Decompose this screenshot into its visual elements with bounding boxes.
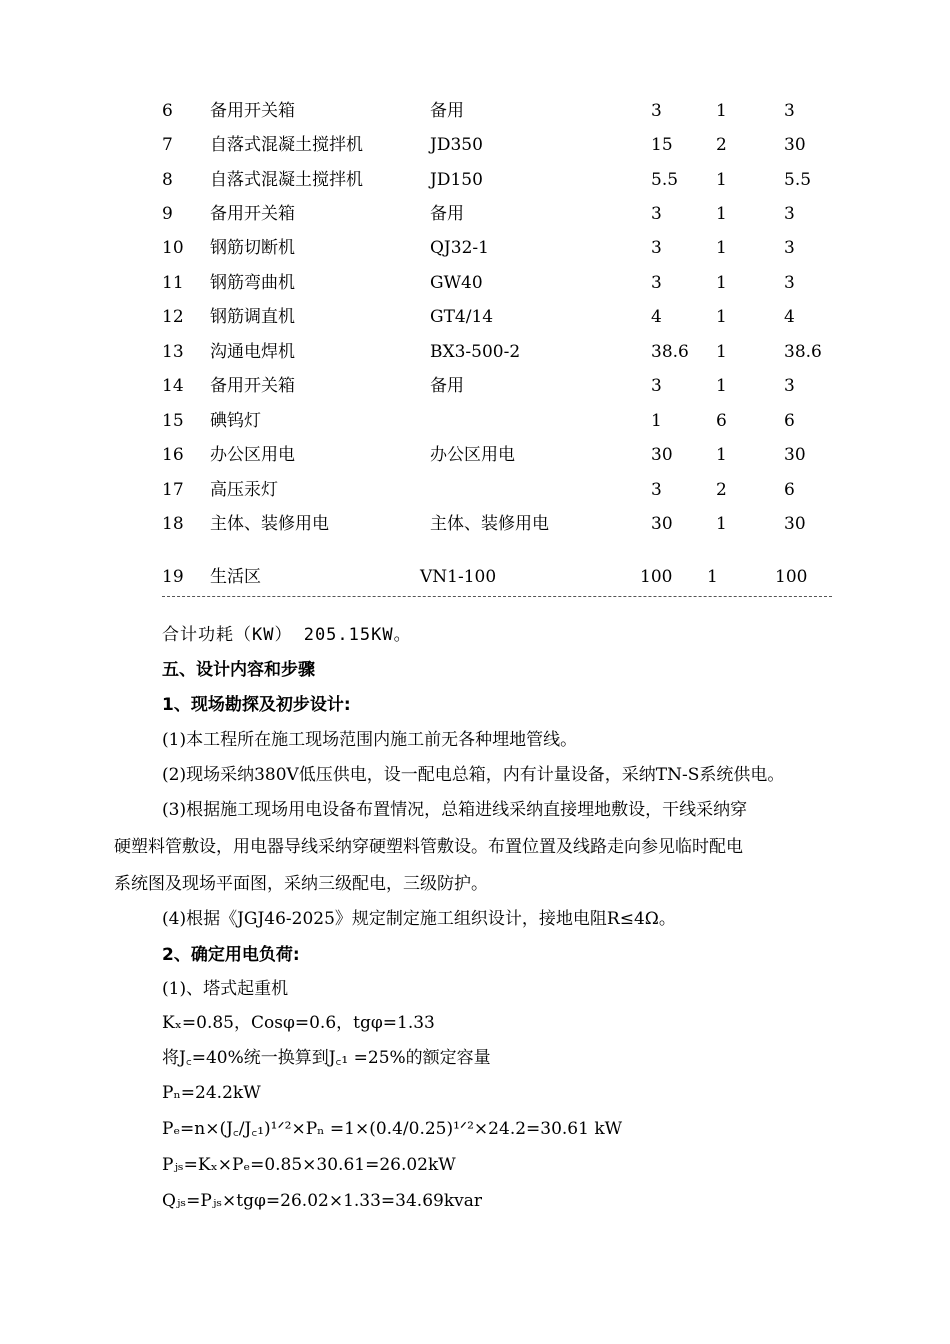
row-quantity: 6 xyxy=(716,411,727,431)
row-number: 6 xyxy=(162,101,173,121)
row-total-power: 3 xyxy=(784,101,795,121)
table-row xyxy=(0,475,950,505)
row-quantity: 1 xyxy=(716,238,727,258)
total-power-line: 合计功耗（KW） 205.15KW。 xyxy=(162,625,412,645)
row-number: 10 xyxy=(162,238,184,258)
row-quantity: 2 xyxy=(716,480,727,500)
subsection-1-title: 1、现场勘探及初步设计: xyxy=(162,695,351,715)
formula-kx-cos: Kₓ=0.85，Cosφ=0.6，tgφ=1.33 xyxy=(162,1013,435,1033)
row-equipment-name: 高压汞灯 xyxy=(210,480,278,500)
table-row xyxy=(0,233,950,263)
row-rated-power: 3 xyxy=(651,238,662,258)
paragraph-3-line-2: 硬塑料管敷设，用电器导线采纳穿硬塑料管敷设。布置位置及线路走向参见临时配电 xyxy=(114,837,743,857)
paragraph-3-line-3: 系统图及现场平面图，采纳三级配电，三级防护。 xyxy=(114,874,488,894)
paragraph-1: (1)本工程所在施工现场范围内施工前无各种埋地管线。 xyxy=(162,730,578,750)
row-rated-power: 3 xyxy=(651,204,662,224)
row-model: GT4/14 xyxy=(430,307,494,327)
row-rated-power: 3 xyxy=(651,273,662,293)
row-model: GW40 xyxy=(430,273,483,293)
row-number: 11 xyxy=(162,273,184,293)
row-model: QJ32-1 xyxy=(430,238,489,258)
table-row xyxy=(0,302,950,332)
row-total-power: 6 xyxy=(784,411,795,431)
row-number: 18 xyxy=(162,514,184,534)
table-row xyxy=(0,440,950,470)
row-total-power: 3 xyxy=(784,238,795,258)
formula-pn: Pₙ=24.2kW xyxy=(162,1083,261,1103)
row-rated-power: 3 xyxy=(651,376,662,396)
table-row xyxy=(0,406,950,436)
formula-jc-conversion: 将J꜀=40%统一换算到J꜀₁ =25%的额定容量 xyxy=(162,1048,491,1068)
row-rated-power: 15 xyxy=(651,135,673,155)
row-quantity: 1 xyxy=(716,170,727,190)
row-quantity: 1 xyxy=(716,204,727,224)
item-1-title: (1)、塔式起重机 xyxy=(162,979,289,999)
row-number: 13 xyxy=(162,342,184,362)
row-rated-power: 30 xyxy=(651,445,673,465)
row-number: 19 xyxy=(162,567,184,587)
row-quantity: 1 xyxy=(716,101,727,121)
row-equipment-name: 生活区 xyxy=(210,567,261,587)
row-equipment-name: 碘钨灯 xyxy=(210,411,261,431)
subsection-2-title: 2、确定用电负荷: xyxy=(162,945,300,965)
row-equipment-name: 主体、装修用电 xyxy=(210,514,329,534)
row-quantity: 1 xyxy=(716,376,727,396)
row-quantity: 1 xyxy=(716,342,727,362)
row-model: BX3-500-2 xyxy=(430,342,521,362)
row-equipment-name: 备用开关箱 xyxy=(210,376,295,396)
table-bottom-rule xyxy=(162,596,832,597)
row-model: VN1-100 xyxy=(420,567,497,587)
row-number: 14 xyxy=(162,376,184,396)
row-total-power: 6 xyxy=(784,480,795,500)
formula-pe: Pₑ=n×(J꜀/J꜀₁)¹ᐟ²×Pₙ =1×(0.4/0.25)¹ᐟ²×24.2=30.61 kW xyxy=(162,1119,623,1139)
row-rated-power: 5.5 xyxy=(651,170,679,190)
table-row xyxy=(0,268,950,298)
row-total-power: 3 xyxy=(784,204,795,224)
row-equipment-name: 备用开关箱 xyxy=(210,204,295,224)
row-total-power: 30 xyxy=(784,514,806,534)
row-total-power: 38.6 xyxy=(784,342,822,362)
formula-pjs: Pⱼₛ=Kₓ×Pₑ=0.85×30.61=26.02kW xyxy=(162,1155,456,1175)
row-rated-power: 30 xyxy=(651,514,673,534)
row-quantity: 1 xyxy=(716,445,727,465)
table-row xyxy=(0,96,950,126)
row-equipment-name: 备用开关箱 xyxy=(210,101,295,121)
row-equipment-name: 钢筋调直机 xyxy=(210,307,295,327)
row-total-power: 4 xyxy=(784,307,795,327)
table-row xyxy=(0,130,950,160)
row-model: 备用 xyxy=(430,376,464,396)
row-equipment-name: 自落式混凝土搅拌机 xyxy=(210,170,363,190)
row-rated-power: 1 xyxy=(651,411,662,431)
row-model: 办公区用电 xyxy=(430,445,515,465)
row-rated-power: 3 xyxy=(651,101,662,121)
row-model: JD350 xyxy=(430,135,483,155)
section-5-title: 五、设计内容和步骤 xyxy=(162,660,315,680)
row-number: 8 xyxy=(162,170,173,190)
paragraph-4: (4)根据《JGJ46-2025》规定制定施工组织设计，接地电阻R≤4Ω。 xyxy=(162,909,676,929)
row-rated-power: 38.6 xyxy=(651,342,689,362)
row-total-power: 30 xyxy=(784,135,806,155)
table-row xyxy=(0,562,950,592)
paragraph-3-line-1: (3)根据施工现场用电设备布置情况，总箱进线采纳直接埋地敷设，干线采纳穿 xyxy=(162,800,748,820)
row-number: 15 xyxy=(162,411,184,431)
row-model: 主体、装修用电 xyxy=(430,514,549,534)
row-total-power: 100 xyxy=(775,567,808,587)
row-quantity: 1 xyxy=(716,307,727,327)
table-row xyxy=(0,165,950,195)
row-model: 备用 xyxy=(430,101,464,121)
row-rated-power: 100 xyxy=(640,567,673,587)
row-equipment-name: 钢筋切断机 xyxy=(210,238,295,258)
row-total-power: 3 xyxy=(784,273,795,293)
paragraph-2: (2)现场采纳380V低压供电，设一配电总箱，内有计量设备，采纳TN-S系统供电。 xyxy=(162,765,785,785)
row-rated-power: 3 xyxy=(651,480,662,500)
row-number: 16 xyxy=(162,445,184,465)
row-equipment-name: 自落式混凝土搅拌机 xyxy=(210,135,363,155)
row-quantity: 1 xyxy=(716,273,727,293)
row-model: JD150 xyxy=(430,170,483,190)
row-total-power: 5.5 xyxy=(784,170,812,190)
row-equipment-name: 钢筋弯曲机 xyxy=(210,273,295,293)
table-row xyxy=(0,337,950,367)
formula-qjs: Qⱼₛ=Pⱼₛ×tgφ=26.02×1.33=34.69kvar xyxy=(162,1191,483,1211)
row-model: 备用 xyxy=(430,204,464,224)
row-number: 7 xyxy=(162,135,173,155)
table-row xyxy=(0,371,950,401)
row-quantity: 1 xyxy=(707,567,718,587)
row-quantity: 1 xyxy=(716,514,727,534)
row-rated-power: 4 xyxy=(651,307,662,327)
table-row xyxy=(0,199,950,229)
row-number: 9 xyxy=(162,204,173,224)
row-number: 17 xyxy=(162,480,184,500)
row-total-power: 30 xyxy=(784,445,806,465)
row-total-power: 3 xyxy=(784,376,795,396)
table-row xyxy=(0,509,950,539)
row-equipment-name: 沟通电焊机 xyxy=(210,342,295,362)
row-number: 12 xyxy=(162,307,184,327)
row-quantity: 2 xyxy=(716,135,727,155)
row-equipment-name: 办公区用电 xyxy=(210,445,295,465)
